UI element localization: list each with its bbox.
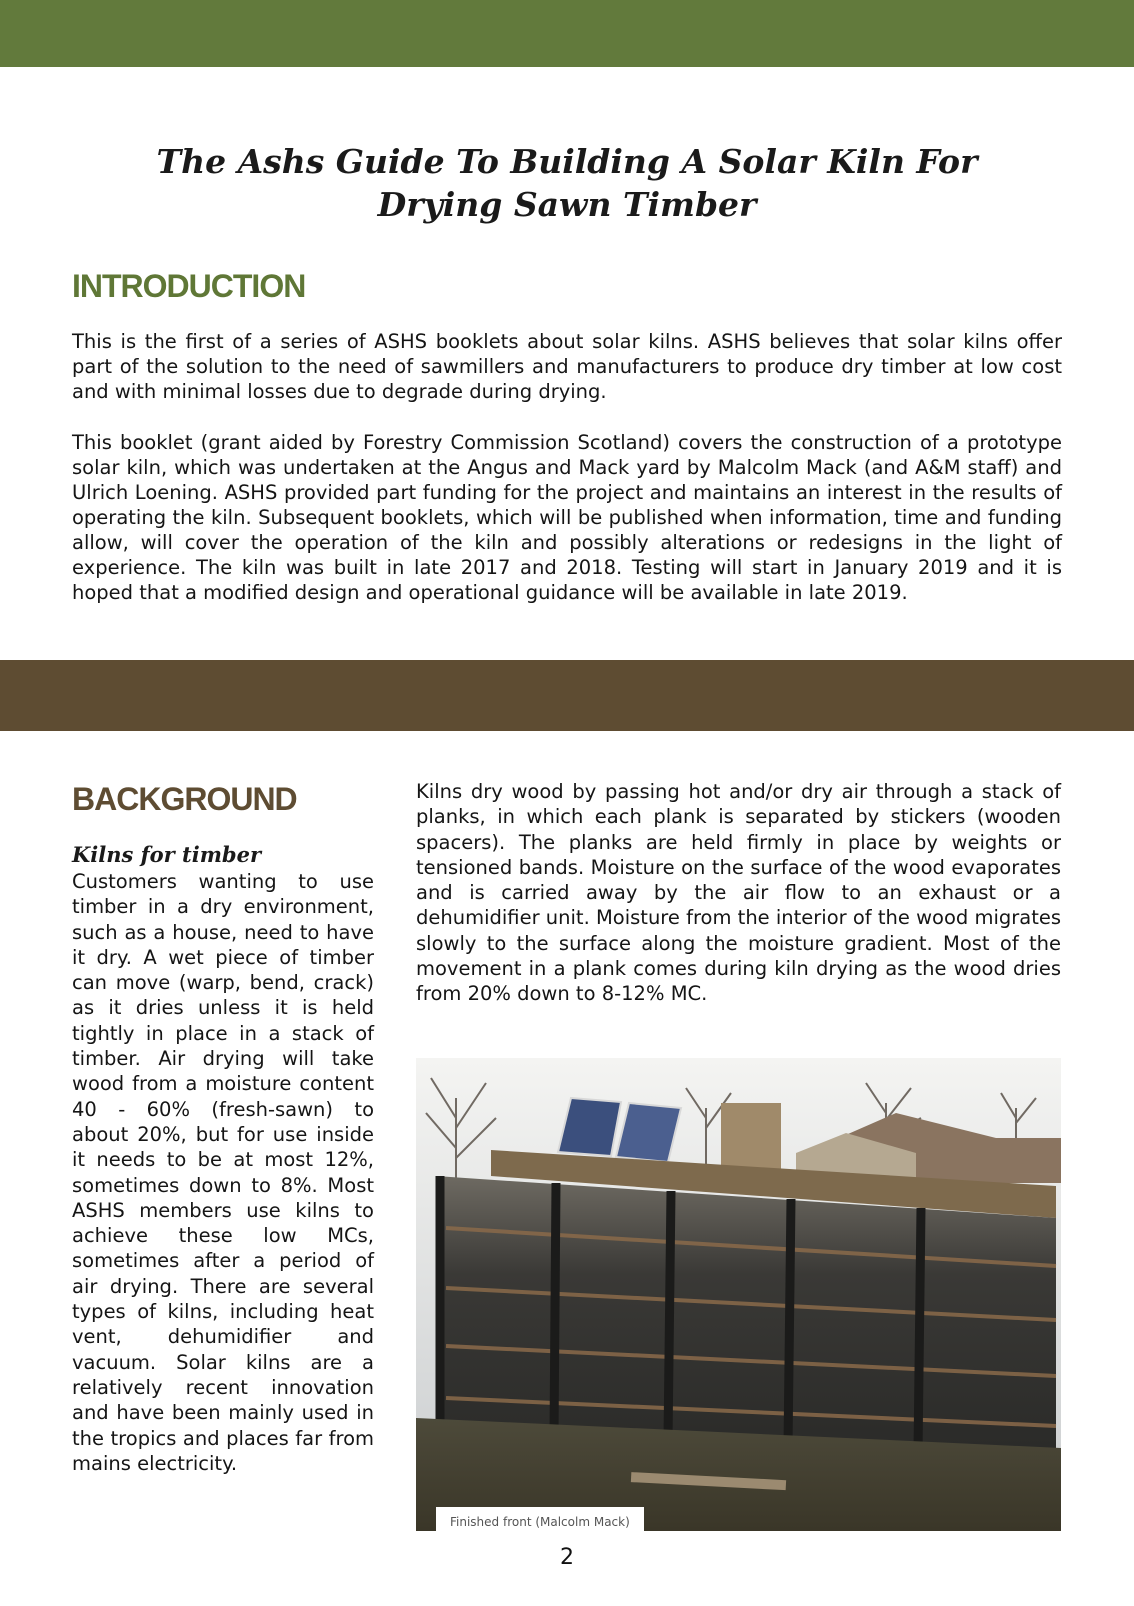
solar-kiln-illustration [416,1058,1061,1531]
kilns-for-timber-subheading: Kilns for timber [72,842,262,867]
page-number: 2 [560,1545,574,1570]
solar-kiln-photo [416,1058,1061,1531]
background-right-column-text: Kilns dry wood by passing hot and/or dry air through a stack of planks, in which each plank is separated by stickers (wooden spacers). The planks are held firmly in place by weights or tensioned bands. Moisture on the surface of the wood evaporates and is carried away by the air flow to an exhaust or a dehumidifier unit. Moisture from the interior of the wood migrates slowly to the surface along the moisture gradient. Most of the movement in a plank comes during kiln drying as the wood dries from 20% down to 8-12% MC. [416,780,1062,1006]
introduction-heading: INTRODUCTION [72,268,306,304]
photo-caption: Finished front (Malcolm Mack) [436,1507,644,1531]
background-heading: BACKGROUND [72,781,297,817]
introduction-paragraph-1: This is the first of a series of ASHS booklets about solar kilns. ASHS believes that solar kilns offer part of the solution to the need of sawmillers and manufacturers to produce dry timber at low cost and with minimal losses due to degrade during drying. [72,330,1062,403]
top-header-band [0,0,1134,67]
introduction-paragraph-2: This booklet (grant aided by Forestry Commission Scotland) covers the construction of a prototype solar kiln, which was undertaken at the Angus and Mack yard by Malcolm Mack (and A&M staff) and Ulrich Loening. ASHS provided part funding for the project and maintains an interest in the results of operating the kiln. Subsequent booklets, which will be published when information, time and funding allow, will cover the operation of the kiln and possibly alterations or redesigns in the light of experience. The kiln was built in late 2017 and 2018. Testing will start in January 2019 and it is hoped that a modified design and operational guidance will be available in late 2019. [72,431,1062,604]
background-left-column-text: Customers wanting to use timber in a dry environment, such as a house, need to have it dry. A wet piece of timber can move (warp, bend, crack) as it dries unless it is held tightly in place in a stack of timber. Air drying will take wood from a moisture content 40 - 60% (fresh-sawn) to about 20%, but for use inside it needs to be at most 12%, sometimes down to 8%. Most ASHS members use kilns to achieve these low MCs, sometimes after a period of air drying. There are several types of kilns, including heat vent, dehumidifier and vacuum. Solar kilns are a relatively recent innovation and have been mainly used in the tropics and places far from mains electricity. [72,870,374,1475]
title-line-2: Drying Sawn Timber [377,185,757,224]
title-line-1: The Ashs Guide To Building A Solar Kiln For [156,142,978,181]
section-divider-band [0,660,1134,731]
page-title [90,140,1044,226]
